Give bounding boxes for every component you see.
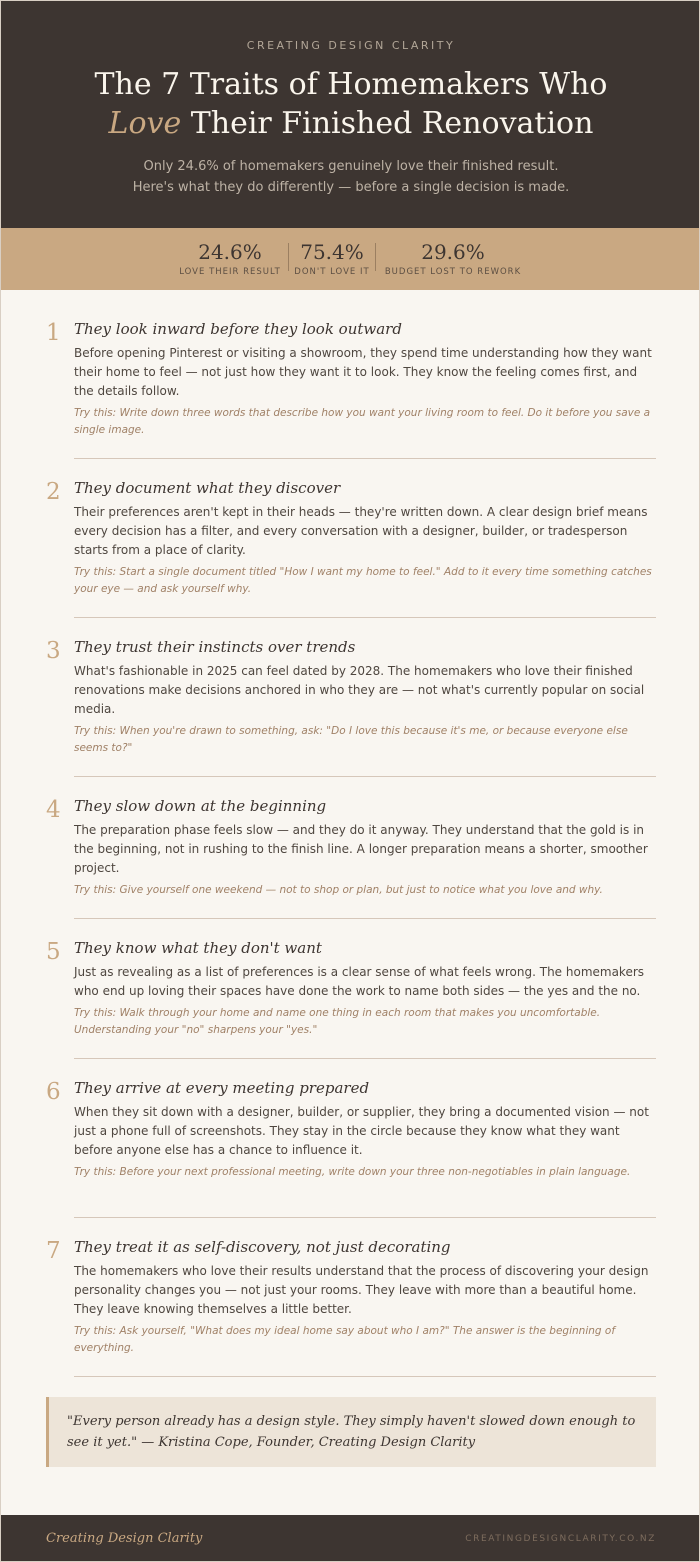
trait-body: The preparation phase feels slow — and they do it anyway. They understand that the gold is in the beginning, not in rushing to the finish line. A longer preparation means a shorter, smoother project. — [74, 823, 648, 875]
trait-tip: Try this: Start a single document titled "How I want my home to feel." Add to it every time something catches your eye — and ask yourself why. — [74, 566, 652, 595]
subtitle — [1, 156, 700, 198]
trait-divider — [74, 918, 656, 919]
trait-body: Before opening Pinterest or visiting a showroom, they spend time understanding how they want their home to feel — not just how they want it to look. They know the feeling comes first, and the details follow. — [74, 346, 652, 398]
subtitle-line-2: Here's what they do differently — before a single decision is made. — [132, 180, 570, 195]
trait-divider — [74, 1058, 656, 1059]
stat-label: BUDGET LOST TO REWORK — [384, 267, 522, 277]
trait-tip: Try this: Walk through your home and name one thing in each room that makes you uncomfortable. Understanding your "no" sharpens your "yes." — [74, 1007, 601, 1036]
trait-title: They document what they discover — [74, 479, 341, 497]
stat-value: 29.6% — [421, 240, 485, 264]
trait-title: They treat it as self-discovery, not just decorating — [74, 1238, 451, 1256]
trait-body: Just as revealing as a list of preferences is a clear sense of what feels wrong. The homemakers who end up loving their spaces have done the work to name both sides — the yes and the no. — [74, 965, 645, 998]
stat-dont-love — [289, 240, 375, 277]
trait-body: What's fashionable in 2025 can feel dated by 2028. The homemakers who love their finished renovations make decisions anchored in who they are — not what's currently popular on social media. — [74, 664, 645, 716]
trait-number: 2 — [46, 479, 61, 505]
trait-tip: Try this: Before your next professional meeting, write down your three non-negotiables in plain language. — [74, 1166, 631, 1178]
trait-title: They trust their instincts over trends — [74, 638, 356, 656]
trait-tip: Try this: When you're drawn to something, ask: "Do I love this because it's me, or because everyone else seems to?" — [74, 725, 628, 754]
trait-tip: Try this: Ask yourself, "What does my ideal home say about who I am?" The answer is the beginning of everything. — [74, 1325, 616, 1354]
trait-number: 5 — [46, 939, 61, 965]
title-accent-word: Love — [108, 106, 182, 141]
stat-value: 24.6% — [198, 240, 262, 264]
trait-title: They look inward before they look outward — [74, 320, 402, 338]
page-title — [1, 65, 700, 143]
title-line-2: Their Finished Renovation — [181, 106, 594, 141]
trait-tip: Try this: Give yourself one weekend — not to shop or plan, but just to notice what you love and why. — [74, 884, 603, 896]
subtitle-line-1: Only 24.6% of homemakers genuinely love their finished result. — [143, 159, 559, 174]
stats-band — [1, 228, 700, 290]
trait-body: Their preferences aren't kept in their heads — they're written down. A clear design brief means every decision has a filter, and every conversation with a designer, builder, or tradesperson starts from a place of clarity. — [74, 505, 648, 557]
trait-body: When they sit down with a designer, builder, or supplier, they bring a documented vision — not just a phone full of screenshots. They stay in the circle because they know what they want before anyone else has a chance to influence it. — [74, 1105, 649, 1157]
trait-number: 7 — [46, 1238, 61, 1264]
founder-quote — [46, 1397, 656, 1467]
quote-text: "Every person already has a design style. They simply haven't slowed down enough to see it yet." — Kristina Cope, Founder, Creating Design Clarity — [67, 1414, 636, 1450]
trait-title: They slow down at the beginning — [74, 797, 327, 815]
footer-brand: Creating Design Clarity — [46, 1531, 203, 1546]
footer-website-link[interactable]: CREATINGDESIGNCLARITY.CO.NZ — [465, 1534, 656, 1544]
stat-label: DON'T LOVE IT — [294, 267, 370, 277]
trait-title: They know what they don't want — [74, 939, 322, 957]
trait-number: 6 — [46, 1079, 61, 1105]
trait-divider — [74, 617, 656, 618]
trait-divider — [74, 1376, 656, 1377]
trait-number: 4 — [46, 797, 61, 823]
stat-budget-lost — [376, 240, 530, 277]
trait-title: They arrive at every meeting prepared — [74, 1079, 370, 1097]
trait-divider — [74, 776, 656, 777]
stat-love-result — [171, 240, 289, 277]
stat-label: LOVE THEIR RESULT — [179, 267, 281, 277]
trait-number: 1 — [46, 320, 61, 346]
trait-divider — [74, 458, 656, 459]
trait-divider — [74, 1217, 656, 1218]
header — [1, 1, 700, 228]
footer — [1, 1515, 700, 1562]
trait-number: 3 — [46, 638, 61, 664]
stat-value: 75.4% — [300, 240, 364, 264]
eyebrow-brand: CREATING DESIGN CLARITY — [246, 39, 456, 52]
trait-tip: Try this: Write down three words that describe how you want your living room to feel. Do it before you save a single image. — [74, 407, 651, 436]
title-line-1: The 7 Traits of Homemakers Who — [94, 67, 608, 102]
trait-body: The homemakers who love their results understand that the process of discovering your design personality changes you — not just your rooms. They leave with more than a beautiful home. They leave knowing themselves a little better. — [74, 1264, 649, 1316]
